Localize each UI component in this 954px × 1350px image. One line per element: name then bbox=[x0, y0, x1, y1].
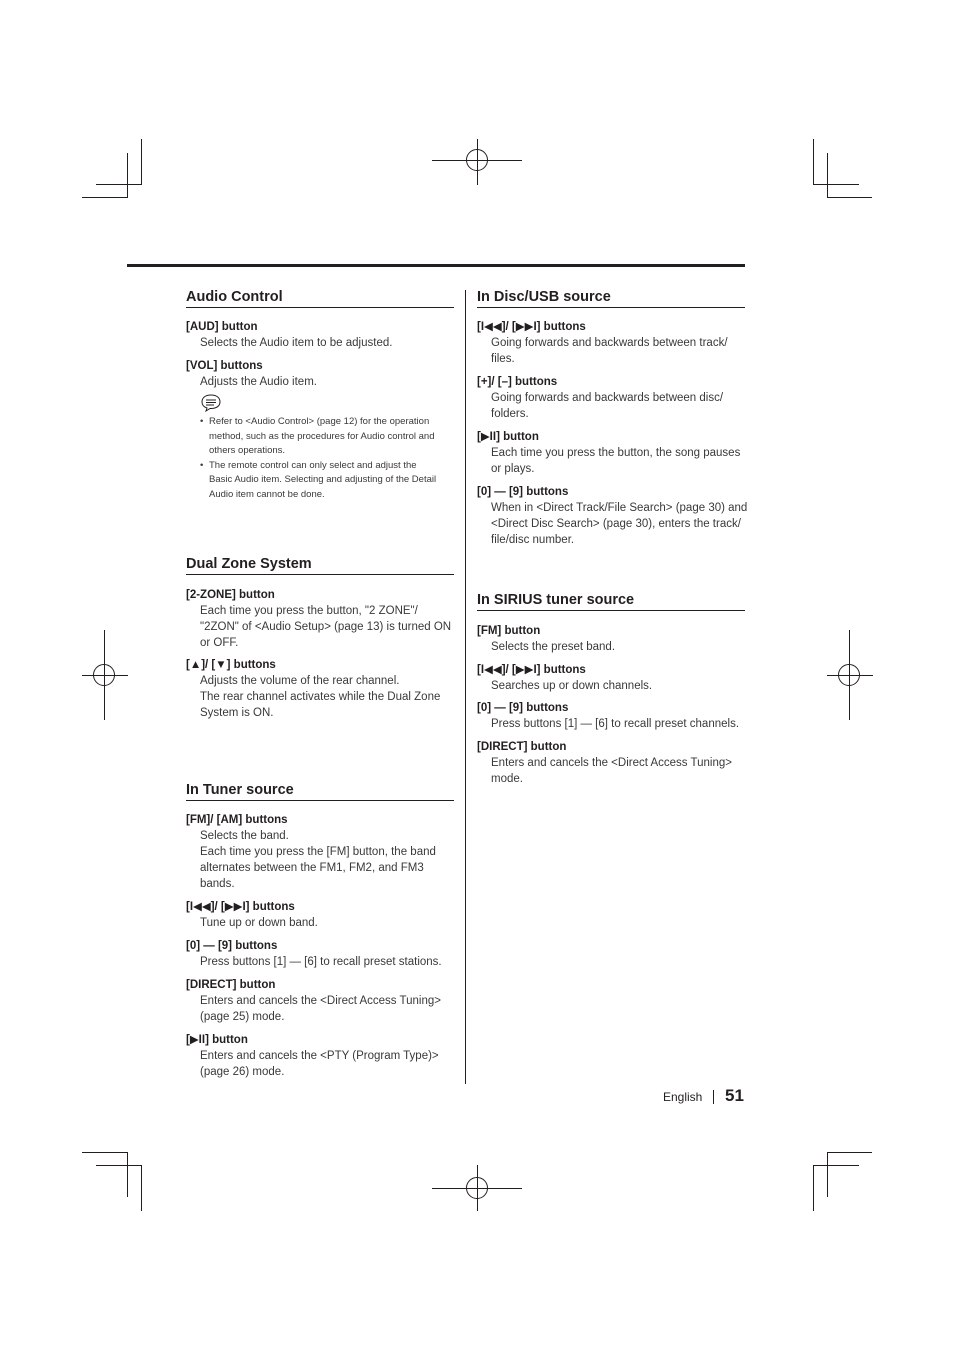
item-description: Enters and cancels the <Direct Access Tuning> mode. bbox=[491, 757, 732, 785]
footer-separator bbox=[713, 1090, 714, 1104]
item-description: Press buttons [1] — [6] to recall preset stations. bbox=[200, 956, 442, 968]
item-description: Each time you press the button, "2 ZONE"/ "2ZON" of <Audio Setup> (page 13) is turned ON or OFF. bbox=[200, 605, 452, 649]
item-heading: [I◀◀]/ [▶▶I] buttons bbox=[477, 664, 586, 676]
item-description: When in <Direct Track/File Search> (page 30) and <Direct Disc Search> (page 30), enters the track/ file/disc number. bbox=[491, 502, 748, 546]
item-description: Selects the Audio item to be adjusted. bbox=[200, 337, 393, 349]
item-heading: [VOL] buttons bbox=[186, 360, 263, 372]
item-heading: [0] — [9] buttons bbox=[477, 702, 569, 714]
item-description: Tune up or down band. bbox=[200, 917, 318, 929]
item-heading: [FM]/ [AM] buttons bbox=[186, 814, 288, 826]
note-item: • The remote control can only select and adjust the Basic Audio item. Selecting and adjusting of the Detail Audio item cannot be done. bbox=[200, 459, 460, 503]
item-description: Selects the preset band. bbox=[491, 641, 616, 653]
note-icon bbox=[200, 393, 222, 413]
item-description: Adjusts the volume of the rear channel. The rear channel activates while the Dual Zone System is ON. bbox=[200, 675, 441, 719]
item-heading: [2-ZONE] button bbox=[186, 589, 275, 601]
item-heading: [0] — [9] buttons bbox=[477, 486, 569, 498]
item-heading: [▲]/ [▼] buttons bbox=[186, 659, 276, 671]
item-heading: [AUD] button bbox=[186, 321, 258, 333]
item-heading: [FM] button bbox=[477, 625, 541, 637]
column-divider bbox=[465, 290, 466, 1084]
note-item: • Refer to <Audio Control> (page 12) for the operation method, such as the procedures for Audio control and others operations. bbox=[200, 415, 460, 459]
item-description: Enters and cancels the <PTY (Program Type)> (page 26) mode. bbox=[200, 1050, 439, 1078]
item-heading: [▶II] button bbox=[477, 431, 539, 443]
section-title: In SIRIUS tuner source bbox=[477, 591, 745, 611]
item-heading: [DIRECT] button bbox=[477, 741, 567, 753]
item-description: Going forwards and backwards between track/ files. bbox=[491, 337, 728, 365]
item-heading: [0] — [9] buttons bbox=[186, 940, 278, 952]
page-number: 51 bbox=[725, 1086, 744, 1105]
item-description: Adjusts the Audio item. bbox=[200, 376, 317, 388]
header-rule bbox=[127, 264, 745, 267]
item-heading: [I◀◀]/ [▶▶I] buttons bbox=[186, 901, 295, 913]
item-description: Enters and cancels the <Direct Access Tuning> (page 25) mode. bbox=[200, 995, 441, 1023]
section-title: Audio Control bbox=[186, 288, 454, 308]
item-heading: [+]/ [–] buttons bbox=[477, 376, 558, 388]
notes-list bbox=[200, 415, 460, 502]
section-title: Dual Zone System bbox=[186, 555, 454, 575]
section-title: In Tuner source bbox=[186, 781, 454, 801]
item-description: Press buttons [1] — [6] to recall preset channels. bbox=[491, 718, 740, 730]
item-heading: [I◀◀]/ [▶▶I] buttons bbox=[477, 321, 586, 333]
item-description: Searches up or down channels. bbox=[491, 680, 653, 692]
item-description: Each time you press the button, the song pauses or plays. bbox=[491, 447, 741, 475]
item-description: Going forwards and backwards between disc/ folders. bbox=[491, 392, 724, 420]
footer-language: English bbox=[663, 1090, 703, 1104]
item-description: Selects the band. Each time you press the [FM] button, the band alternates between the FM1, FM2, and FM3 bands. bbox=[200, 830, 436, 890]
item-heading: [DIRECT] button bbox=[186, 979, 276, 991]
item-heading: [▶II] button bbox=[186, 1034, 248, 1046]
section-title: In Disc/USB source bbox=[477, 288, 745, 308]
